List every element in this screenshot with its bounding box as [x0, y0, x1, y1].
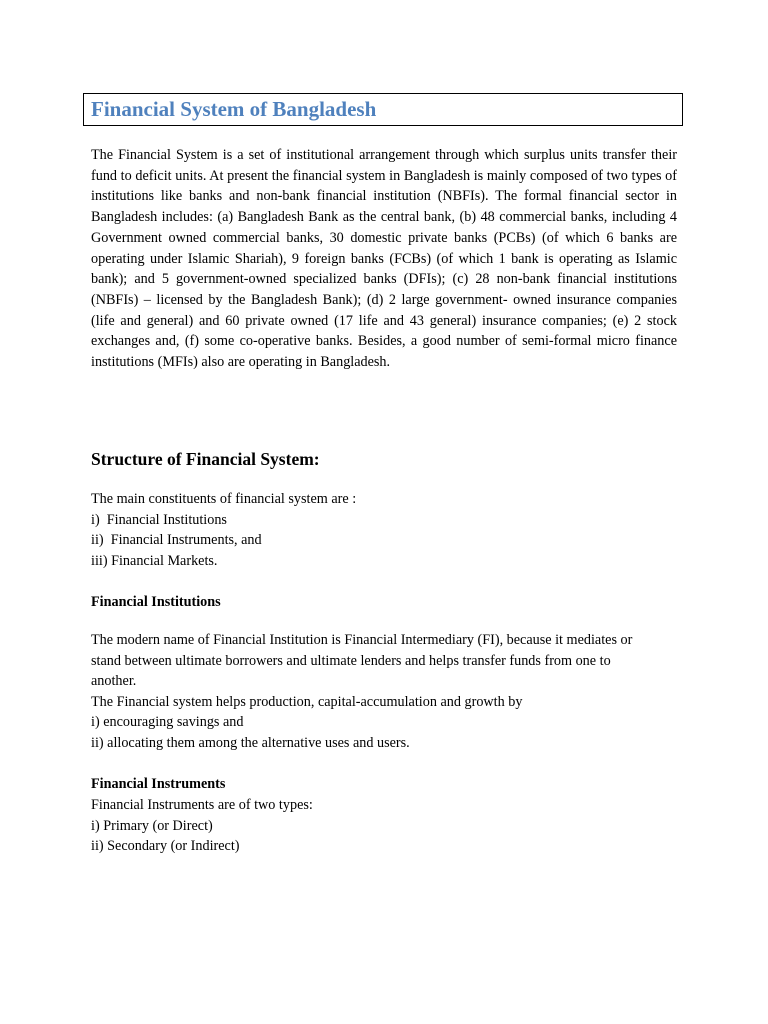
- structure-item-institutions: i) Financial Institutions: [91, 511, 227, 528]
- page-title: Financial System of Bangladesh: [91, 97, 377, 121]
- institutions-line: The modern name of Financial Institution is Financial Intermediary (FI), because it mediates or: [91, 632, 633, 648]
- structure-heading: Structure of Financial System:: [91, 449, 320, 469]
- instruments-line: Financial Instruments are of two types:: [91, 797, 313, 813]
- title-box: [83, 93, 683, 126]
- instruments-line: i) Primary (or Direct): [91, 817, 213, 834]
- structure-lead: The main constituents of financial system are :: [91, 491, 357, 507]
- structure-list: [91, 489, 356, 571]
- institutions-line: another.: [91, 673, 137, 689]
- institutions-line: i) encouraging savings and: [91, 714, 244, 730]
- instruments-body: [91, 795, 313, 857]
- intro-paragraph: The Financial System is a set of institutional arrangement through which surplus units transfer their fund to deficit units. At present the financial system in Bangladesh is mainly composed of two types of institutions like banks and non-bank financial institution (NBFIs). The formal financial sector in Bangladesh includes: (a) Bangladesh Bank as the central bank, (b) 48 commercial banks, including 4 Government owned commercial banks, 30 domestic private banks (PCBs) (of which 6 banks are operating under Islamic Shariah), 9 foreign banks (FCBs) (of which 1 bank is operating as Islamic bank); and 5 government-owned specialized banks (DFIs); (c) 28 non-bank financial institutions (NBFIs) – licensed by the Bangladesh Bank); (d) 2 large government- owned insurance companies (life and general) and 60 private owned (17 life and 43 general) insurance companies; (e) 2 stock exchanges and, (f) some co-operative banks. Besides, a good number of semi-formal micro finance institutions (MFIs) also are operating in Bangladesh.: [91, 147, 677, 371]
- structure-item-instruments: ii) Financial Instruments, and: [91, 532, 262, 548]
- institutions-body: [91, 630, 632, 753]
- institutions-line: ii) allocating them among the alternative uses and users.: [91, 734, 410, 751]
- institutions-heading: Financial Institutions: [91, 594, 221, 610]
- instruments-heading: Financial Instruments: [91, 776, 226, 792]
- structure-item-markets: iii) Financial Markets.: [91, 552, 218, 569]
- institutions-line: The Financial system helps production, capital-accumulation and growth by: [91, 693, 523, 710]
- institutions-line: stand between ultimate borrowers and ultimate lenders and helps transfer funds from one to: [91, 652, 611, 669]
- instruments-line: ii) Secondary (or Indirect): [91, 838, 240, 854]
